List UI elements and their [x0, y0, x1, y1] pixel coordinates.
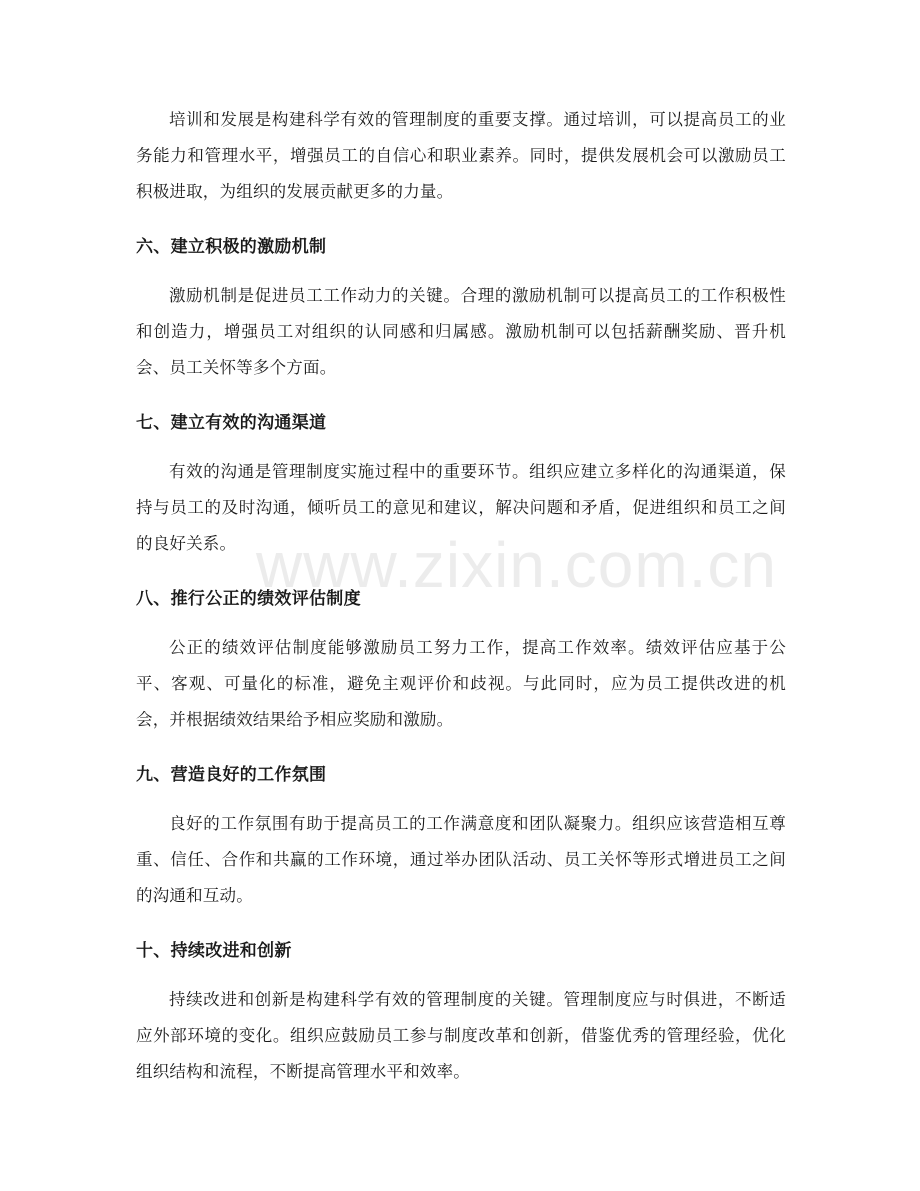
document-body — [136, 102, 786, 1090]
section-heading-10: 十、持续改进和创新 — [136, 941, 292, 961]
section-heading-9: 九、营造良好的工作氛围 — [136, 765, 327, 785]
section-paragraph-9: 良好的工作氛围有助于提高员工的工作满意度和团队凝聚力。组织应该营造相互尊重、信任、合作和共赢的工作环境，通过举办团队活动、员工关怀等形式增进员工之间的沟通和互动。 — [136, 814, 786, 905]
section-heading-6: 六、建立积极的激励机制 — [136, 237, 327, 257]
section-heading-7: 七、建立有效的沟通渠道 — [136, 413, 327, 433]
section-paragraph-7: 有效的沟通是管理制度实施过程中的重要环节。组织应建立多样化的沟通渠道，保持与员工的及时沟通，倾听员工的意见和建议，解决问题和矛盾，促进组织和员工之间的良好关系。 — [136, 462, 786, 553]
section-paragraph-6: 激励机制是促进员工工作动力的关键。合理的激励机制可以提高员工的工作积极性和创造力，增强员工对组织的认同感和归属感。激励机制可以包括薪酬奖励、晋升机会、员工关怀等多个方面。 — [136, 286, 786, 377]
section-heading-8: 八、推行公正的绩效评估制度 — [136, 589, 361, 609]
watermark: www.zixin.com.cn — [256, 529, 777, 601]
intro-paragraph: 培训和发展是构建科学有效的管理制度的重要支撑。通过培训，可以提高员工的业务能力和管理水平，增强员工的自信心和职业素养。同时，提供发展机会可以激励员工积极进取，为组织的发展贡献更多的力量。 — [136, 110, 786, 201]
section-paragraph-10: 持续改进和创新是构建科学有效的管理制度的关键。管理制度应与时俱进，不断适应外部环境的变化。组织应鼓励员工参与制度改革和创新，借鉴优秀的管理经验，优化组织结构和流程，不断提高管理水平和效率。 — [136, 990, 786, 1081]
section-paragraph-8: 公正的绩效评估制度能够激励员工努力工作，提高工作效率。绩效评估应基于公平、客观、可量化的标准，避免主观评价和歧视。与此同时，应为员工提供改进的机会，并根据绩效结果给予相应奖励和激励。 — [136, 638, 786, 729]
